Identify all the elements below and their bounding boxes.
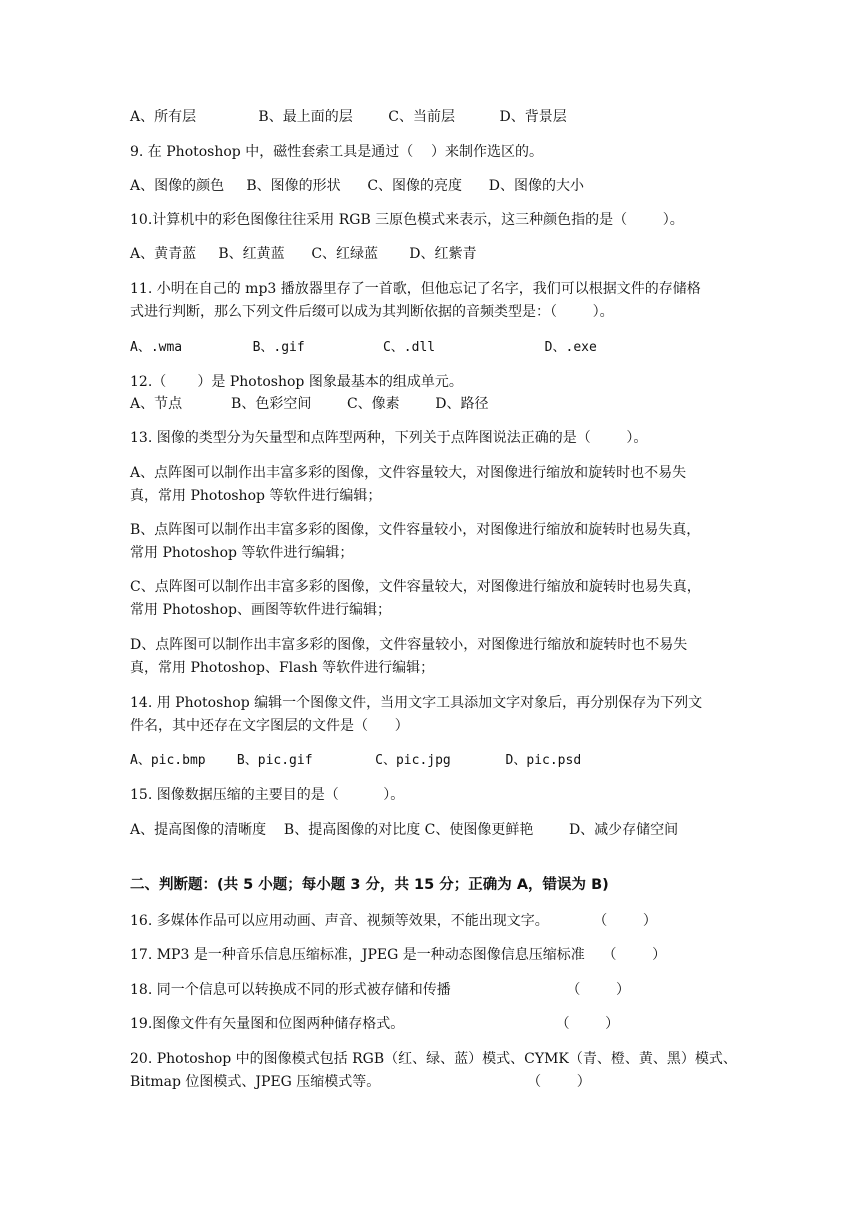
- q12-stem: 12.（ ）是 Photoshop 图象最基本的组成单元。: [130, 374, 463, 390]
- q10-options: A、黄青蓝 B、红黄蓝 C、红绿蓝 D、红紫青: [130, 246, 477, 262]
- q20-statement-line1: 20. Photoshop 中的图像模式包括 RGB（红、绿、蓝）模式、CYMK（青、橙、黄、黑）模式、: [130, 1051, 737, 1067]
- q13-option-b-line1: B、点阵图可以制作出丰富多彩的图像，文件容量较小，对图像进行缩放和旋转时也易失真，: [130, 522, 701, 538]
- q17-statement: 17. MP3 是一种音乐信息压缩标准，JPEG 是一种动态图像信息压缩标准 （ ）: [130, 947, 667, 963]
- q11-options: A、.wma B、.gif C、.dll D、.exe: [130, 340, 597, 355]
- q11-stem-line2: 式进行判断，那么下列文件后缀可以成为其判断依据的音频类型是：（ ）。: [130, 304, 614, 320]
- q15-stem: 15. 图像数据压缩的主要目的是（ ）。: [130, 787, 405, 803]
- section-heading-true-false: 二、判断题：(共 5 小题；每小题 3 分，共 15 分；正确为 A，错误为 B): [130, 877, 609, 893]
- q13-option-a-line2: 真，常用 Photoshop 等软件进行编辑；: [130, 488, 382, 504]
- q16-statement: 16. 多媒体作品可以应用动画、声音、视频等效果，不能出现文字。 （ ）: [130, 913, 657, 929]
- q11-stem-line1: 11. 小明在自己的 mp3 播放器里存了一首歌，但他忘记了名字，我们可以根据文件的存储格: [130, 281, 701, 297]
- q18-statement: 18. 同一个信息可以转换成不同的形式被存储和传播 （ ）: [130, 982, 631, 998]
- q10-stem: 10.计算机中的彩色图像往往采用 RGB 三原色模式来表示，这三种颜色指的是（ ）。: [130, 212, 684, 228]
- q13-option-c-line2: 常用 Photoshop、画图等软件进行编辑；: [130, 602, 391, 618]
- q20-statement-line2: Bitmap 位图模式、JPEG 压缩模式等。 （ ）: [130, 1074, 591, 1090]
- q14-stem-line1: 14. 用 Photoshop 编辑一个图像文件，当用文字工具添加文字对象后，再分别保存为下列文: [130, 695, 703, 711]
- q12-options: A、节点 B、色彩空间 C、像素 D、路径: [130, 396, 489, 412]
- q14-stem-line2: 件名，其中还存在文字图层的文件是（ ）: [130, 718, 409, 734]
- q8-options: A、所有层 B、最上面的层 C、当前层 D、背景层: [130, 109, 567, 125]
- q13-option-b-line2: 常用 Photoshop 等软件进行编辑；: [130, 545, 354, 561]
- q19-statement: 19.图像文件有矢量图和位图两种储存格式。 （ ）: [130, 1016, 620, 1032]
- q9-stem: 9. 在 Photoshop 中，磁性套索工具是通过（ ）来制作选区的。: [130, 144, 544, 160]
- q15-options: A、提高图像的清晰度 B、提高图像的对比度 C、使图像更鲜艳 D、减少存储空间: [130, 822, 679, 838]
- q14-options: A、pic.bmp B、pic.gif C、pic.jpg D、pic.psd: [130, 753, 582, 768]
- q13-option-a-line1: A、点阵图可以制作出丰富多彩的图像，文件容量较大，对图像进行缩放和旋转时也不易失: [130, 465, 687, 481]
- q13-option-d-line1: D、点阵图可以制作出丰富多彩的图像，文件容量较小，对图像进行缩放和旋转时也不易失: [130, 637, 688, 653]
- q13-option-c-line1: C、点阵图可以制作出丰富多彩的图像，文件容量较大，对图像进行缩放和旋转时也易失真，: [130, 579, 701, 595]
- q9-options: A、图像的颜色 B、图像的形状 C、图像的亮度 D、图像的大小: [130, 178, 584, 194]
- q13-stem: 13. 图像的类型分为矢量型和点阵型两种，下列关于点阵图说法正确的是（ ）。: [130, 430, 648, 446]
- q13-option-d-line2: 真，常用 Photoshop、Flash 等软件进行编辑；: [130, 660, 435, 676]
